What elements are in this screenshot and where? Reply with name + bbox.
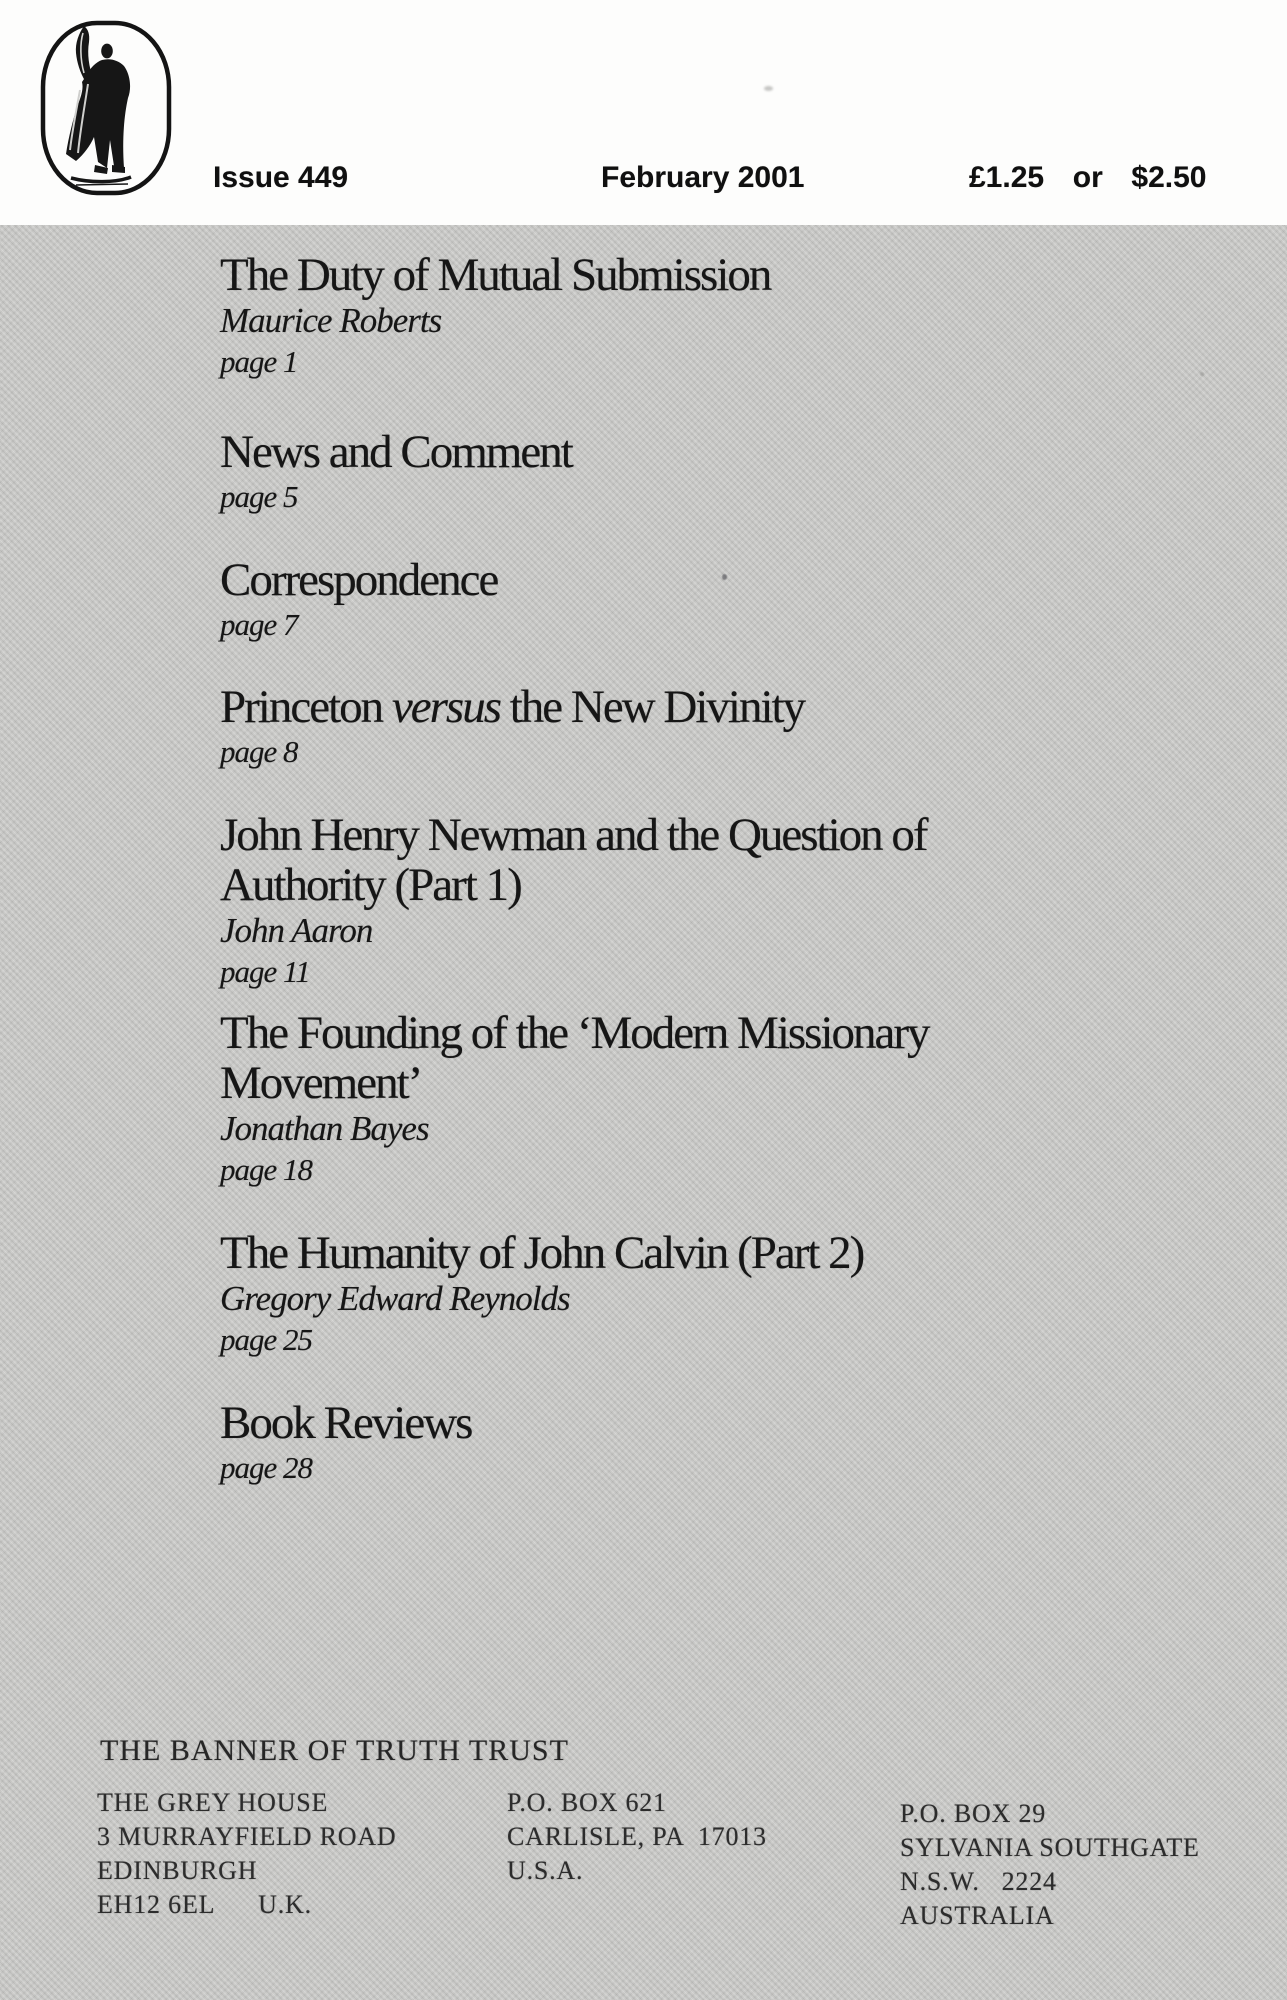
- article-page-ref: page 8: [220, 734, 298, 769]
- address-line: EH12 6EL U.K.: [97, 1890, 312, 1919]
- article-title: [220, 427, 1050, 477]
- article-title: [220, 555, 1050, 605]
- scan-speck: [1200, 372, 1204, 376]
- article-title: [220, 1228, 1050, 1278]
- scan-speck: [722, 574, 727, 580]
- address-line: SYLVANIA SOUTHGATE: [900, 1833, 1200, 1862]
- article-title: [220, 810, 1050, 910]
- toc-entry: [220, 1008, 1050, 1190]
- toc-entry: [220, 682, 1050, 772]
- issue-number: Issue 449: [213, 161, 349, 194]
- article-title-text: The Humanity of John Calvin (Part 2): [220, 1227, 864, 1279]
- article-title-text: John Henry Newman and the Question of Authority (Part 1): [220, 809, 927, 911]
- address-australia: [900, 1797, 1200, 1933]
- article-title-text: Correspondence: [220, 554, 498, 606]
- address-line: P.O. BOX 29: [900, 1799, 1047, 1828]
- article-title-italic-word: versus: [391, 681, 500, 733]
- article-page-ref: page 18: [220, 1152, 313, 1187]
- address-line: U.S.A.: [507, 1856, 584, 1885]
- toc-entry: [220, 555, 1050, 645]
- toc-entry: [220, 250, 1050, 382]
- issue-date: February 2001: [601, 161, 805, 194]
- address-usa: [507, 1786, 767, 1888]
- article-title-text: Princeton: [220, 681, 392, 733]
- article-page-ref: page 7: [220, 607, 298, 642]
- article-author: John Aaron: [220, 911, 373, 950]
- article-author: Maurice Roberts: [220, 301, 442, 340]
- article-author: Gregory Edward Reynolds: [220, 1279, 570, 1318]
- article-title-text: the New Divinity: [499, 681, 805, 733]
- article-title-text: Book Reviews: [220, 1397, 472, 1449]
- article-page-ref: page 5: [220, 479, 298, 514]
- article-page-ref: page 28: [220, 1450, 313, 1485]
- address-line: AUSTRALIA: [900, 1901, 1055, 1930]
- article-title: [220, 682, 1050, 732]
- address-line: CARLISLE, PA 17013: [507, 1822, 767, 1851]
- address-line: P.O. BOX 621: [507, 1788, 667, 1817]
- article-page-ref: page 11: [220, 954, 310, 989]
- address-line: THE GREY HOUSE: [97, 1788, 329, 1817]
- scan-speck: [764, 86, 773, 91]
- article-title-text: The Duty of Mutual Submission: [220, 249, 771, 301]
- address-line: 3 MURRAYFIELD ROAD: [97, 1822, 397, 1851]
- toc-entry: [220, 1228, 1050, 1360]
- article-author: Jonathan Bayes: [220, 1109, 429, 1148]
- article-title-text: The Founding of the ‘Modern Missionary Movement’: [220, 1007, 929, 1109]
- address-line: N.S.W. 2224: [900, 1867, 1057, 1896]
- toc-entry: [220, 427, 1050, 517]
- issue-price: £1.25 or $2.50: [969, 161, 1207, 194]
- article-title: [220, 250, 1050, 300]
- toc-entry: [220, 810, 1050, 992]
- article-page-ref: page 1: [220, 344, 298, 379]
- article-title: [220, 1398, 1050, 1448]
- publisher-name: THE BANNER OF TRUTH TRUST: [100, 1734, 569, 1767]
- masthead: [0, 0, 1287, 225]
- article-title-text: News and Comment: [220, 426, 572, 478]
- article-page-ref: page 25: [220, 1322, 313, 1357]
- banner-of-truth-logo: [40, 20, 172, 196]
- address-line: EDINBURGH: [97, 1856, 258, 1885]
- toc-entry: [220, 1398, 1050, 1488]
- article-title: [220, 1008, 1050, 1108]
- address-uk: [97, 1786, 396, 1922]
